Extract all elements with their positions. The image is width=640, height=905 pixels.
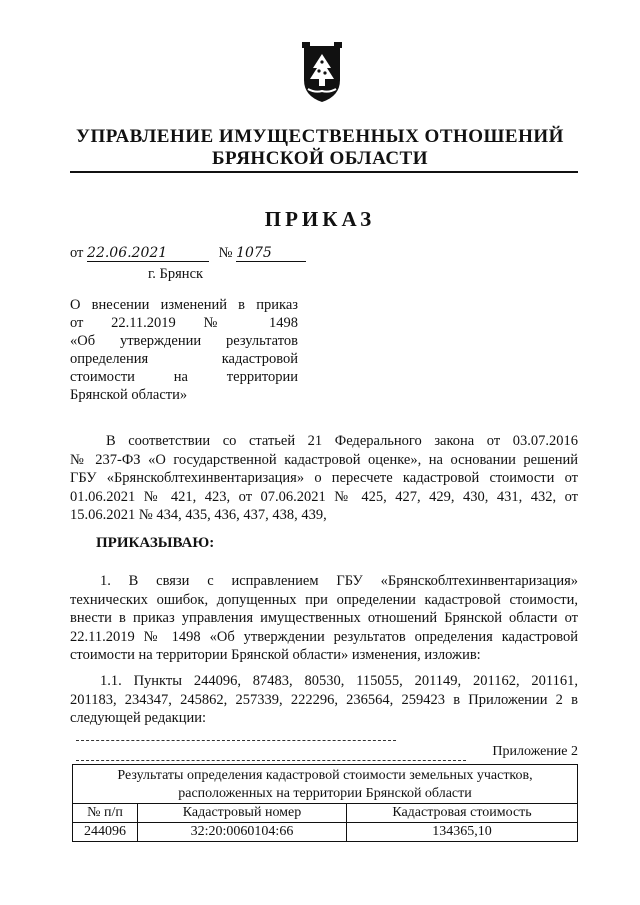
appendix-label: Приложение 2 bbox=[492, 744, 578, 759]
paragraph-line: 1. В связи с исправлением ГБУ «Брянскоблтехинвентаризация» bbox=[100, 573, 578, 589]
paragraph-line: следующей редакции: bbox=[70, 710, 207, 727]
header-divider bbox=[70, 171, 578, 173]
paragraph-line: стоимости на территории Брянской области» изменения, изложив: bbox=[70, 647, 481, 664]
paragraph-line: технических ошибок, допущенных при определении кадастровой стоимости, bbox=[70, 591, 578, 608]
city: г. Брянск bbox=[148, 266, 204, 282]
paragraph-line: ГБУ «Брянскоблтехинвентаризация» о пересчете кадастровой стоимости от bbox=[70, 470, 578, 487]
subject-line: от 22.11.2019 № 1498 bbox=[70, 315, 298, 331]
table-cell: 134365,10 bbox=[347, 823, 578, 842]
subject-block bbox=[70, 296, 298, 404]
table-caption bbox=[73, 765, 578, 804]
paragraph-line: 22.11.2019 № 1498 «Об утверждении результатов определения кадастровой bbox=[70, 628, 578, 645]
caption-line: Результаты определения кадастровой стоимости земельных участков, bbox=[117, 768, 533, 783]
table-caption-row bbox=[73, 765, 578, 804]
document-date: 22.06.2021 bbox=[87, 245, 209, 262]
table-header-row bbox=[73, 804, 578, 823]
order-word: ПРИКАЗЫВАЮ: bbox=[96, 535, 215, 551]
org-name-line1: УПРАВЛЕНИЕ ИМУЩЕСТВЕННЫХ ОТНОШЕНИЙ bbox=[76, 126, 564, 147]
paragraph-line: 15.06.2021 № 434, 435, 436, 437, 438, 439, bbox=[70, 507, 327, 524]
dashed-rule bbox=[76, 740, 396, 741]
date-number-line bbox=[70, 245, 306, 262]
dashed-rule bbox=[76, 760, 466, 761]
org-name-line2: БРЯНСКОЙ ОБЛАСТИ bbox=[211, 148, 429, 169]
table-row bbox=[73, 823, 578, 842]
table-cell: 32:20:0060104:66 bbox=[138, 823, 347, 842]
document-title: ПРИКАЗ bbox=[264, 207, 376, 231]
order-item-1-1 bbox=[70, 672, 578, 728]
table-cell: 244096 bbox=[73, 823, 138, 842]
paragraph-line: 1.1. Пункты 244096, 87483, 80530, 115055, 201149, 201162, 201161, bbox=[100, 673, 578, 689]
coat-of-arms-emblem bbox=[300, 42, 344, 104]
subject-line: определения кадастровой bbox=[70, 351, 298, 367]
column-header: № п/п bbox=[73, 804, 138, 823]
subject-line: Брянской области» bbox=[70, 387, 188, 403]
subject-line: стоимости на территории bbox=[70, 369, 298, 385]
cadastral-table bbox=[72, 764, 578, 842]
column-header: Кадастровая стоимость bbox=[347, 804, 578, 823]
column-header: Кадастровый номер bbox=[138, 804, 347, 823]
caption-line: расположенных на территории Брянской области bbox=[178, 786, 472, 801]
paragraph-line: 201183, 234347, 245862, 257339, 222296, 236564, 259423 в Приложении 2 в bbox=[70, 691, 578, 708]
paragraph-line: № 237-ФЗ «О государственной кадастровой оценке», на основании решений bbox=[70, 451, 578, 468]
document-number: 1075 bbox=[236, 245, 306, 262]
subject-line: «Об утверждении результатов bbox=[70, 333, 298, 349]
paragraph-line: внести в приказ управления имущественных отношений Брянской области от bbox=[70, 610, 578, 627]
paragraph-line: В соответствии со статьей 21 Федерального закона от 03.07.2016 bbox=[106, 433, 578, 449]
subject-line: О внесении изменений в приказ bbox=[70, 297, 298, 313]
preamble-paragraph bbox=[70, 432, 578, 525]
order-item-1 bbox=[70, 572, 578, 665]
number-label: № bbox=[218, 245, 233, 261]
from-label: от bbox=[70, 245, 84, 261]
paragraph-line: 01.06.2021 № 421, 423, от 07.06.2021 № 425, 427, 429, 430, 431, 432, от bbox=[70, 488, 578, 505]
